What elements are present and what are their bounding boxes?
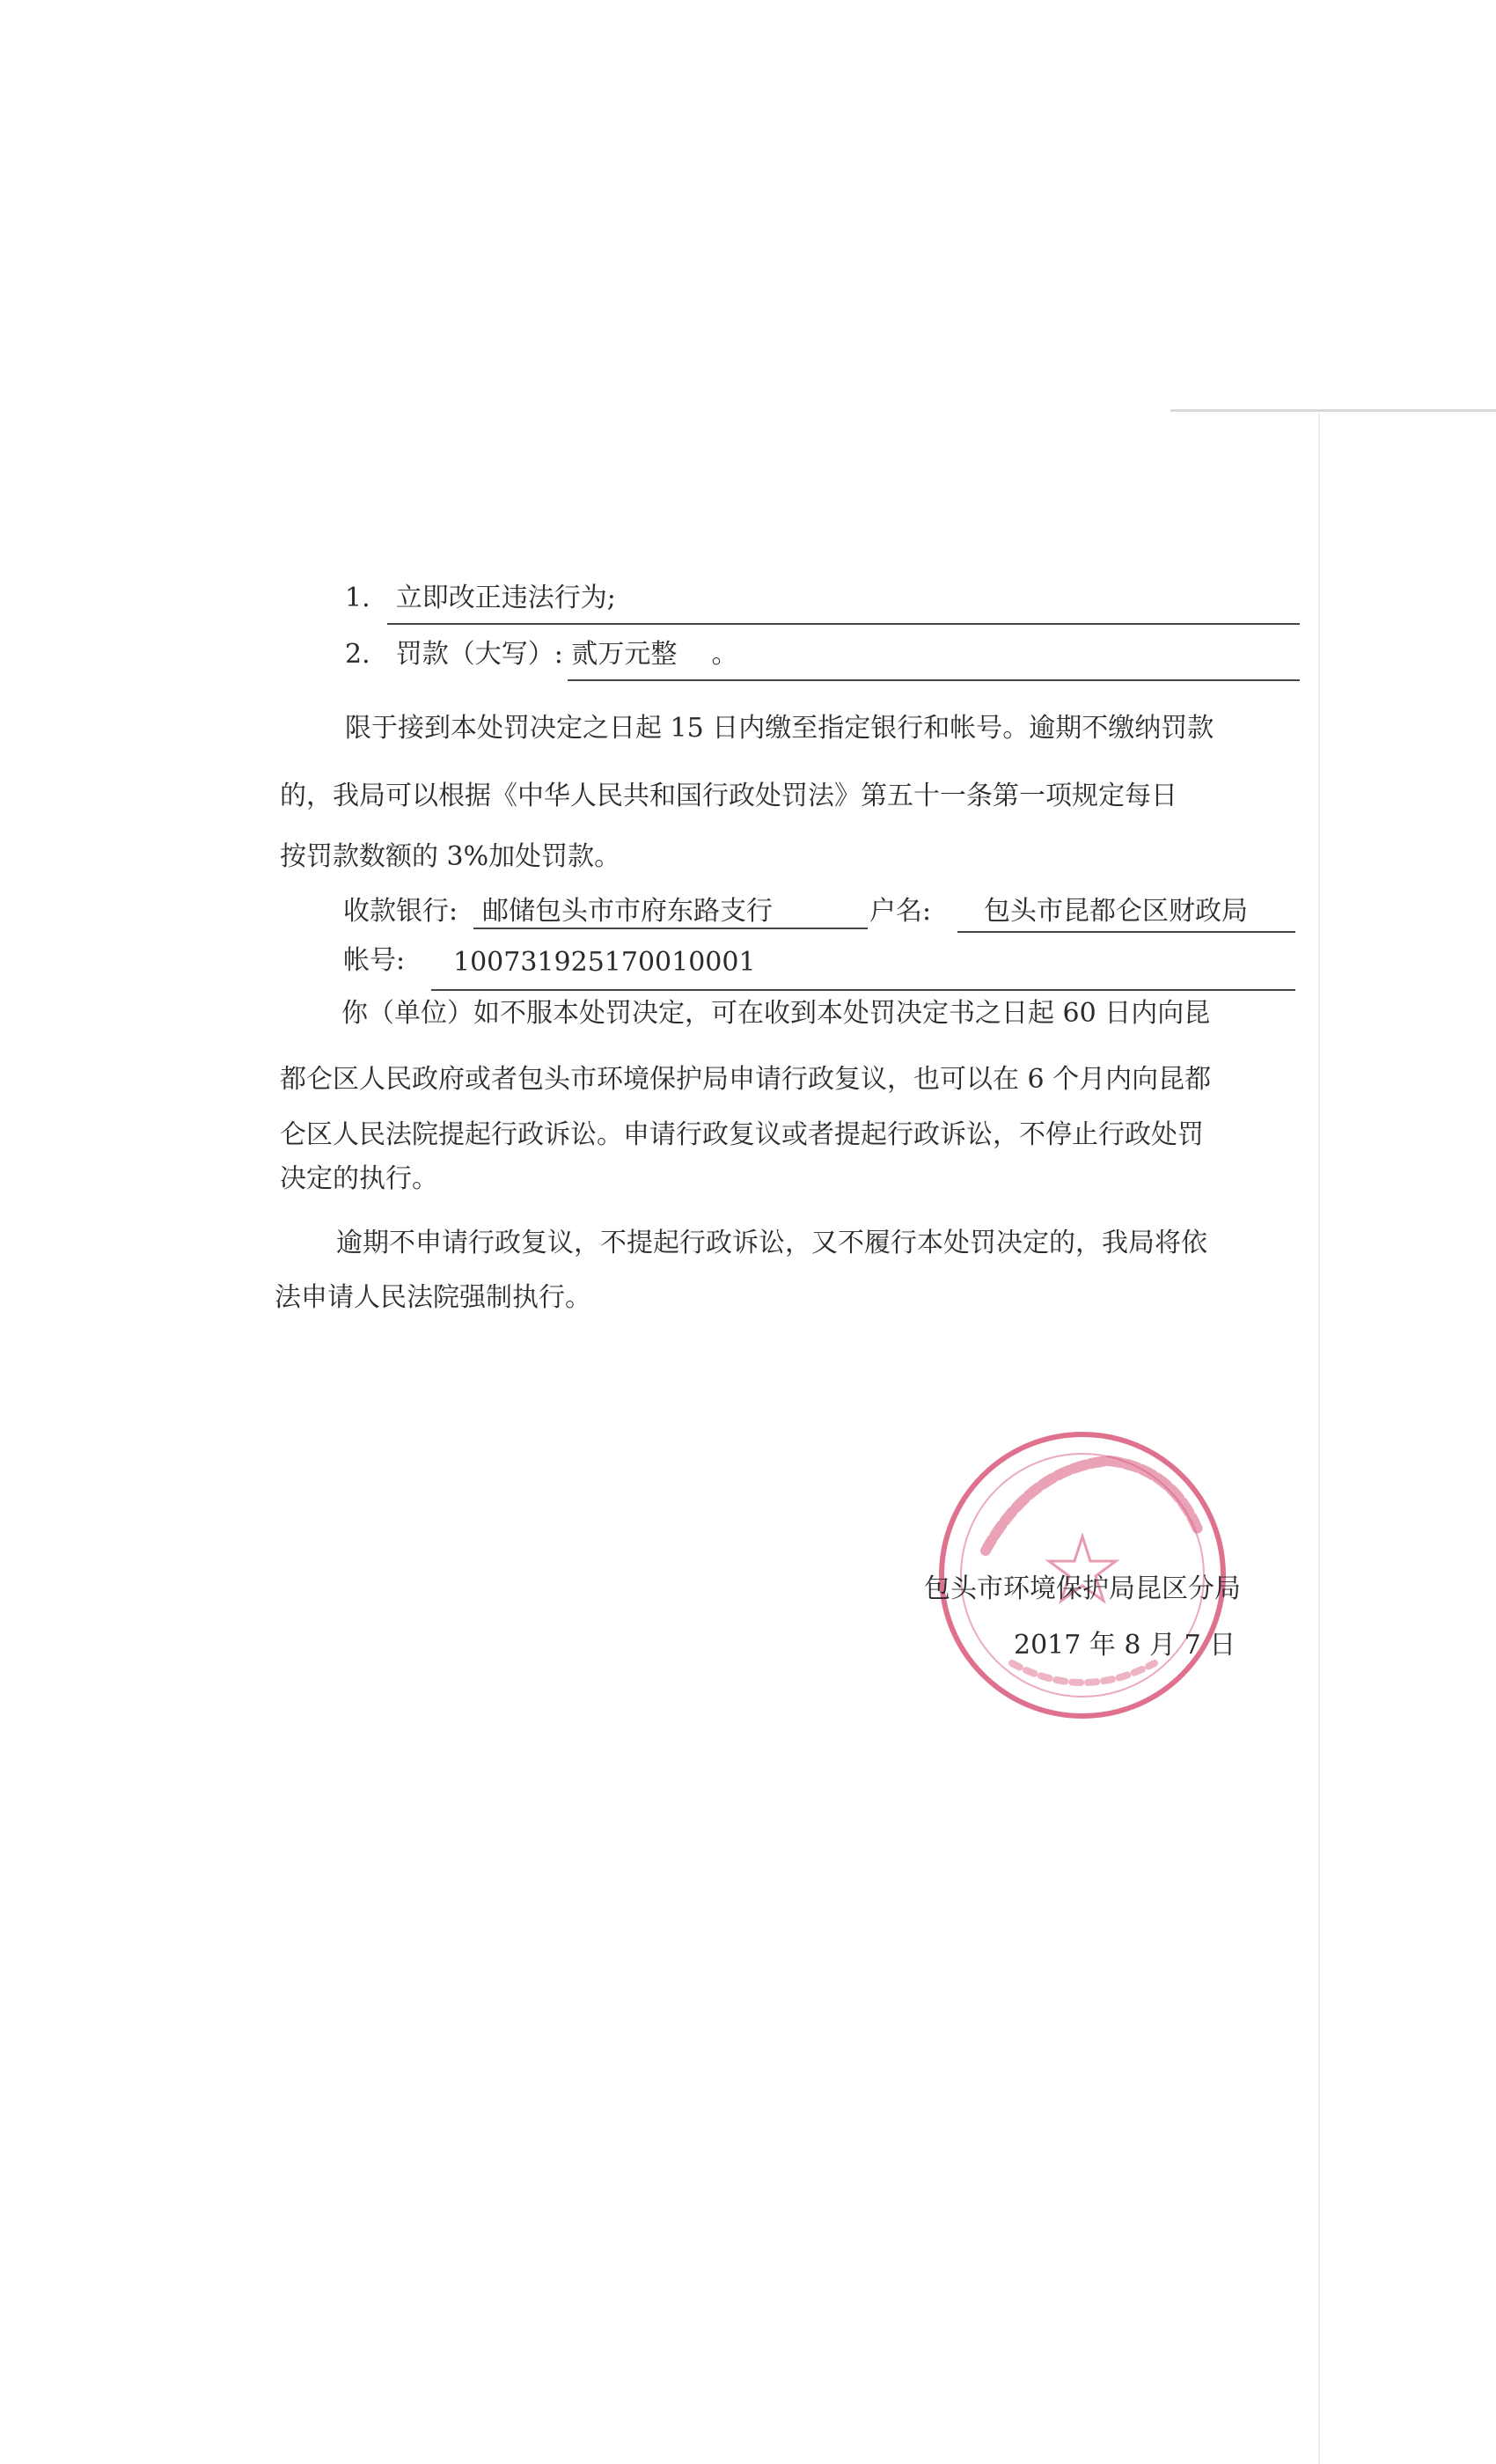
- item-2-underline: [568, 679, 1300, 681]
- enforcement-line-1: 逾期不申请行政复议，不提起行政诉讼，又不履行本处罚决定的，我局将依: [336, 1228, 1207, 1258]
- scan-edge-horizontal: [1170, 409, 1496, 412]
- bank-label: 收款银行:: [343, 896, 458, 927]
- item-1-text: 立即改正违法行为;: [395, 583, 616, 613]
- issue-date: 2017 年 8 月 7 日: [1014, 1630, 1236, 1661]
- account-value: 100731925170010001: [453, 947, 756, 978]
- payment-line-1: 限于接到本处罚决定之日起 15 日内缴至指定银行和帐号。逾期不缴纳罚款: [345, 713, 1214, 744]
- account-underline: [431, 989, 1295, 991]
- item-1-number: 1.: [345, 583, 370, 613]
- account-label: 帐号:: [343, 945, 406, 976]
- seal-arc-text: [986, 1461, 1199, 1551]
- appeal-line-3: 仑区人民法院提起行政诉讼。申请行政复议或者提起行政诉讼，不停止行政处罚: [280, 1119, 1204, 1150]
- item-2-label: 罚款（大写）:: [395, 639, 563, 670]
- item-1-underline: [387, 623, 1300, 625]
- appeal-line-4: 决定的执行。: [280, 1163, 438, 1194]
- account-name-label: 户名:: [869, 896, 932, 927]
- appeal-line-1: 你（单位）如不服本处罚决定，可在收到本处罚决定书之日起 60 日内向昆: [341, 998, 1211, 1029]
- account-name-value: 包头市昆都仑区财政局: [984, 896, 1248, 927]
- enforcement-line-2: 法申请人民法院强制执行。: [275, 1282, 591, 1313]
- item-1: [345, 581, 616, 616]
- account-name-underline: [957, 931, 1295, 933]
- item-2-value: 贰万元整: [571, 639, 678, 670]
- item-2-end: 。: [711, 639, 738, 670]
- bank-underline: [473, 928, 868, 929]
- payment-line-3: 按罚款数额的 3%加处罚款。: [280, 841, 621, 872]
- seal-bottom-arc: [1012, 1663, 1155, 1683]
- scan-edge-vertical: [1318, 414, 1320, 2464]
- bank-value: 邮储包头市市府东路支行: [482, 896, 773, 927]
- issuing-authority: 包头市环境保护局昆区分局: [924, 1573, 1241, 1604]
- appeal-line-2: 都仑区人民政府或者包头市环境保护局申请行政复议，也可以在 6 个月内向昆都: [280, 1064, 1212, 1095]
- payment-line-2: 的，我局可以根据《中华人民共和国行政处罚法》第五十一条第一项规定每日: [280, 781, 1177, 811]
- item-2: [345, 637, 737, 672]
- item-2-number: 2.: [345, 639, 370, 670]
